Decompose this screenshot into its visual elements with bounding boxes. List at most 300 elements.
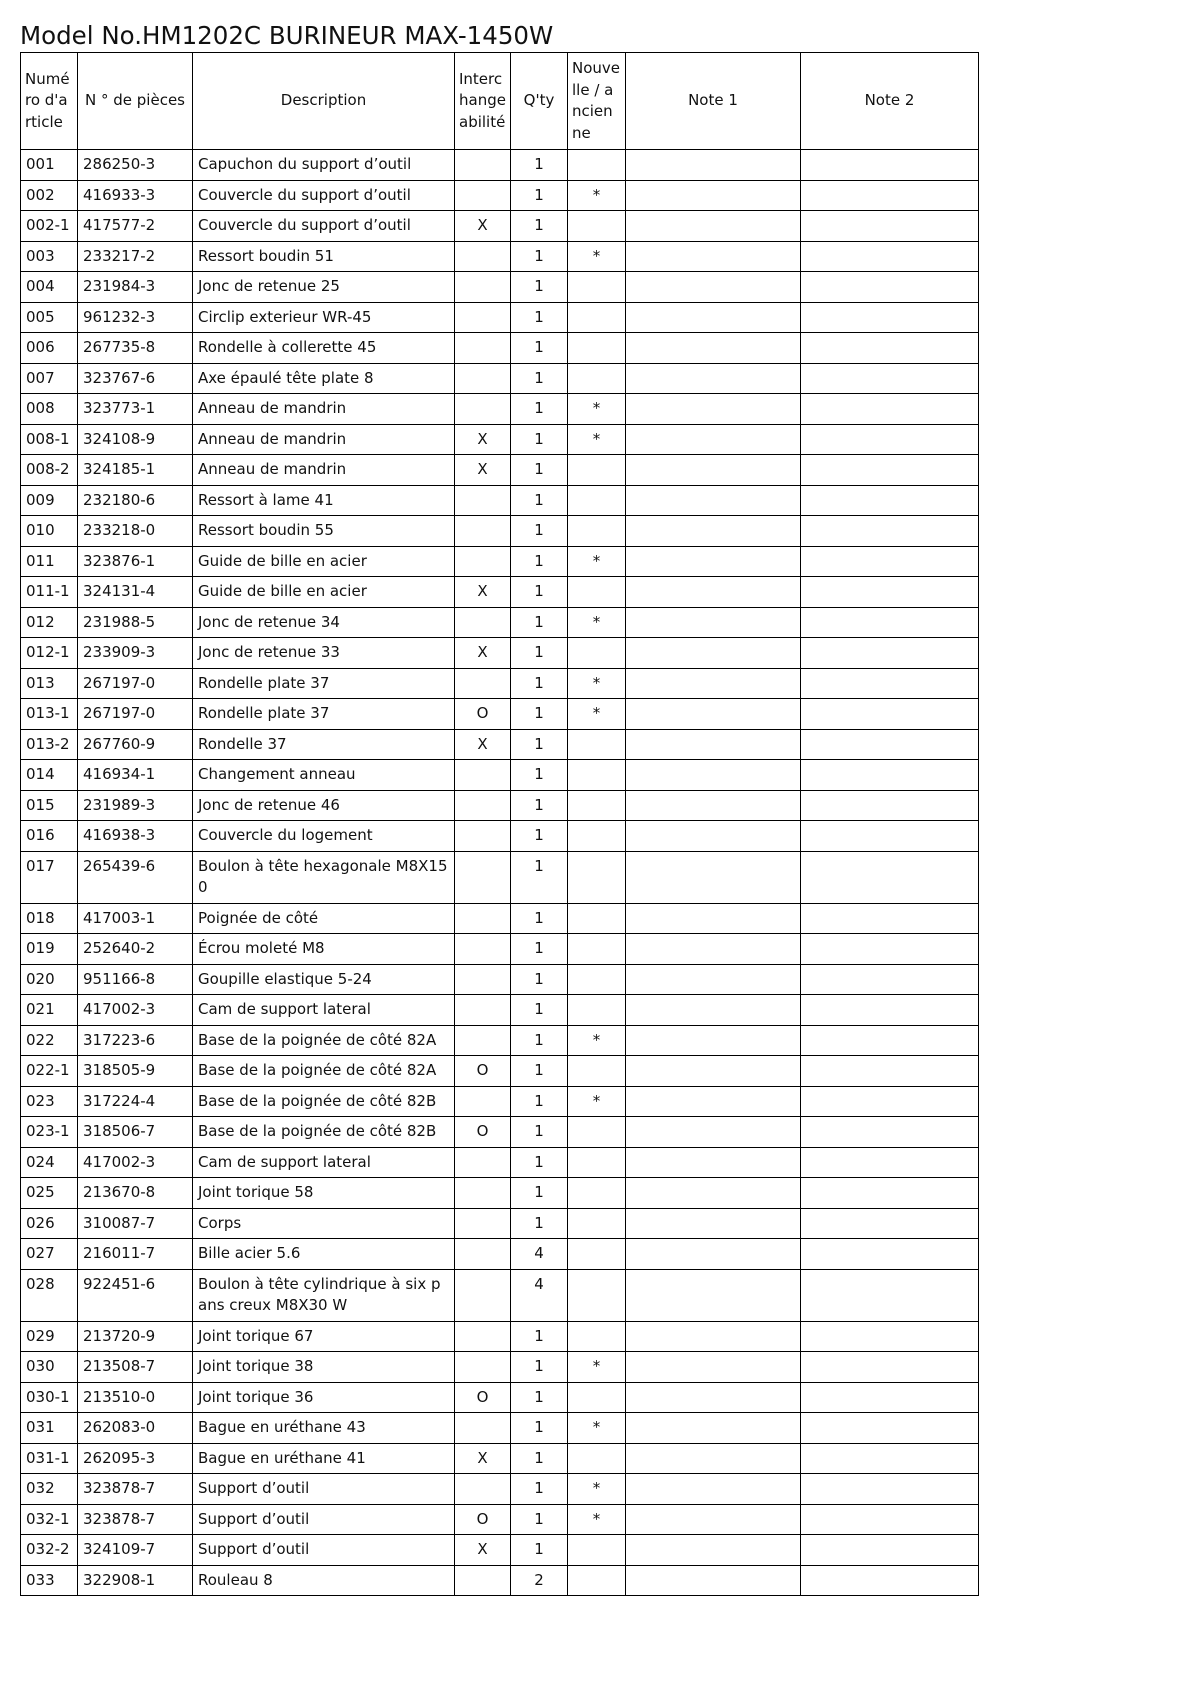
cell-quantity: 1 — [511, 272, 568, 303]
cell-new-old: * — [568, 180, 626, 211]
cell-description: Poignée de côté — [193, 903, 455, 934]
cell-quantity: 1 — [511, 333, 568, 364]
cell-quantity: 4 — [511, 1269, 568, 1321]
cell-new-old — [568, 485, 626, 516]
cell-new-old — [568, 1239, 626, 1270]
cell-note-1 — [626, 363, 801, 394]
cell-part-number: 213670-8 — [78, 1178, 193, 1209]
cell-interchangeability — [455, 1321, 511, 1352]
parts-table — [20, 52, 979, 1596]
cell-part-number: 216011-7 — [78, 1239, 193, 1270]
cell-interchangeability — [455, 1178, 511, 1209]
cell-interchangeability — [455, 851, 511, 903]
cell-interchangeability — [455, 1147, 511, 1178]
cell-interchangeability: X — [455, 211, 511, 242]
cell-note-1 — [626, 455, 801, 486]
cell-note-1 — [626, 668, 801, 699]
cell-note-1 — [626, 1117, 801, 1148]
cell-item-number: 033 — [21, 1565, 78, 1596]
cell-item-number: 031-1 — [21, 1443, 78, 1474]
cell-description: Cam de support lateral — [193, 1147, 455, 1178]
cell-note-2 — [801, 485, 979, 516]
cell-part-number: 416938-3 — [78, 821, 193, 852]
cell-description: Joint torique 67 — [193, 1321, 455, 1352]
cell-part-number: 310087-7 — [78, 1208, 193, 1239]
cell-interchangeability — [455, 934, 511, 965]
cell-note-2 — [801, 302, 979, 333]
cell-description: Couvercle du support d’outil — [193, 180, 455, 211]
table-row — [21, 333, 979, 364]
cell-description: Corps — [193, 1208, 455, 1239]
cell-new-old — [568, 821, 626, 852]
cell-new-old — [568, 333, 626, 364]
cell-note-1 — [626, 934, 801, 965]
cell-description: Jonc de retenue 34 — [193, 607, 455, 638]
col-header-interchange: Interchangeabilité — [455, 53, 511, 150]
cell-note-1 — [626, 964, 801, 995]
cell-interchangeability — [455, 607, 511, 638]
cell-note-1 — [626, 1025, 801, 1056]
cell-new-old — [568, 363, 626, 394]
cell-part-number: 213720-9 — [78, 1321, 193, 1352]
cell-note-2 — [801, 638, 979, 669]
cell-new-old — [568, 1565, 626, 1596]
table-row — [21, 424, 979, 455]
cell-interchangeability — [455, 180, 511, 211]
cell-description: Joint torique 58 — [193, 1178, 455, 1209]
cell-item-number: 023 — [21, 1086, 78, 1117]
cell-quantity: 1 — [511, 995, 568, 1026]
cell-interchangeability: X — [455, 1443, 511, 1474]
table-row — [21, 964, 979, 995]
cell-description: Anneau de mandrin — [193, 394, 455, 425]
table-row — [21, 1321, 979, 1352]
cell-description: Circlip exterieur WR-45 — [193, 302, 455, 333]
cell-description: Ressort boudin 51 — [193, 241, 455, 272]
cell-new-old: * — [568, 1413, 626, 1444]
cell-quantity: 1 — [511, 699, 568, 730]
cell-note-1 — [626, 485, 801, 516]
cell-part-number: 317224-4 — [78, 1086, 193, 1117]
cell-part-number: 267197-0 — [78, 699, 193, 730]
cell-new-old — [568, 638, 626, 669]
cell-note-2 — [801, 424, 979, 455]
cell-description: Base de la poignée de côté 82B — [193, 1117, 455, 1148]
cell-note-2 — [801, 333, 979, 364]
cell-item-number: 030 — [21, 1352, 78, 1383]
cell-note-1 — [626, 1474, 801, 1505]
cell-description: Rondelle plate 37 — [193, 668, 455, 699]
cell-quantity: 1 — [511, 729, 568, 760]
table-row — [21, 1239, 979, 1270]
cell-quantity: 1 — [511, 1117, 568, 1148]
cell-description: Joint torique 36 — [193, 1382, 455, 1413]
cell-new-old — [568, 211, 626, 242]
cell-interchangeability: X — [455, 455, 511, 486]
cell-interchangeability: O — [455, 699, 511, 730]
cell-item-number: 013-1 — [21, 699, 78, 730]
table-row — [21, 1565, 979, 1596]
table-row — [21, 1208, 979, 1239]
cell-part-number: 961232-3 — [78, 302, 193, 333]
cell-note-2 — [801, 995, 979, 1026]
cell-description: Goupille elastique 5-24 — [193, 964, 455, 995]
cell-interchangeability — [455, 516, 511, 547]
cell-note-2 — [801, 851, 979, 903]
cell-new-old — [568, 1117, 626, 1148]
cell-item-number: 011-1 — [21, 577, 78, 608]
col-header-part: N ° de pièces — [78, 53, 193, 150]
cell-item-number: 008 — [21, 394, 78, 425]
col-header-qty: Q'ty — [511, 53, 568, 150]
cell-part-number: 286250-3 — [78, 150, 193, 181]
cell-description: Couvercle du support d’outil — [193, 211, 455, 242]
cell-quantity: 1 — [511, 607, 568, 638]
cell-new-old — [568, 964, 626, 995]
cell-interchangeability — [455, 546, 511, 577]
cell-note-2 — [801, 1565, 979, 1596]
cell-description: Anneau de mandrin — [193, 424, 455, 455]
cell-description: Boulon à tête hexagonale M8X150 — [193, 851, 455, 903]
cell-new-old: * — [568, 607, 626, 638]
table-row — [21, 821, 979, 852]
cell-new-old — [568, 1269, 626, 1321]
cell-note-1 — [626, 1208, 801, 1239]
cell-new-old — [568, 934, 626, 965]
cell-note-2 — [801, 729, 979, 760]
cell-part-number: 324185-1 — [78, 455, 193, 486]
cell-quantity: 1 — [511, 1147, 568, 1178]
cell-interchangeability — [455, 150, 511, 181]
cell-item-number: 005 — [21, 302, 78, 333]
table-row — [21, 1382, 979, 1413]
cell-quantity: 1 — [511, 577, 568, 608]
cell-part-number: 323767-6 — [78, 363, 193, 394]
cell-item-number: 007 — [21, 363, 78, 394]
cell-description: Support d’outil — [193, 1504, 455, 1535]
cell-quantity: 1 — [511, 760, 568, 791]
cell-interchangeability — [455, 1086, 511, 1117]
cell-quantity: 1 — [511, 964, 568, 995]
cell-description: Jonc de retenue 33 — [193, 638, 455, 669]
cell-description: Axe épaulé tête plate 8 — [193, 363, 455, 394]
cell-quantity: 1 — [511, 180, 568, 211]
cell-new-old: * — [568, 1504, 626, 1535]
cell-new-old: * — [568, 1352, 626, 1383]
cell-description: Base de la poignée de côté 82B — [193, 1086, 455, 1117]
cell-new-old: * — [568, 394, 626, 425]
cell-new-old — [568, 790, 626, 821]
table-row — [21, 1269, 979, 1321]
cell-new-old — [568, 1443, 626, 1474]
cell-quantity: 1 — [511, 821, 568, 852]
table-row — [21, 546, 979, 577]
cell-note-2 — [801, 668, 979, 699]
cell-note-2 — [801, 363, 979, 394]
cell-interchangeability — [455, 1565, 511, 1596]
cell-note-2 — [801, 394, 979, 425]
cell-new-old — [568, 1321, 626, 1352]
table-row — [21, 180, 979, 211]
cell-note-2 — [801, 1413, 979, 1444]
cell-part-number: 922451-6 — [78, 1269, 193, 1321]
cell-note-2 — [801, 964, 979, 995]
cell-note-2 — [801, 1239, 979, 1270]
cell-note-2 — [801, 211, 979, 242]
cell-interchangeability — [455, 1239, 511, 1270]
cell-interchangeability: X — [455, 1535, 511, 1566]
cell-quantity: 1 — [511, 363, 568, 394]
cell-note-1 — [626, 1086, 801, 1117]
cell-item-number: 002-1 — [21, 211, 78, 242]
cell-part-number: 416933-3 — [78, 180, 193, 211]
cell-interchangeability — [455, 302, 511, 333]
table-row — [21, 485, 979, 516]
cell-note-2 — [801, 1056, 979, 1087]
cell-interchangeability: X — [455, 729, 511, 760]
cell-quantity: 1 — [511, 150, 568, 181]
cell-new-old — [568, 995, 626, 1026]
cell-interchangeability — [455, 363, 511, 394]
cell-quantity: 1 — [511, 1025, 568, 1056]
cell-item-number: 014 — [21, 760, 78, 791]
cell-part-number: 323876-1 — [78, 546, 193, 577]
cell-note-1 — [626, 272, 801, 303]
cell-note-1 — [626, 333, 801, 364]
cell-item-number: 009 — [21, 485, 78, 516]
cell-description: Ressort boudin 55 — [193, 516, 455, 547]
cell-note-2 — [801, 546, 979, 577]
cell-note-2 — [801, 934, 979, 965]
cell-description: Bague en uréthane 41 — [193, 1443, 455, 1474]
cell-item-number: 004 — [21, 272, 78, 303]
cell-note-1 — [626, 1382, 801, 1413]
cell-quantity: 1 — [511, 394, 568, 425]
cell-note-1 — [626, 1321, 801, 1352]
cell-part-number: 323878-7 — [78, 1474, 193, 1505]
table-row — [21, 150, 979, 181]
cell-part-number: 322908-1 — [78, 1565, 193, 1596]
cell-note-2 — [801, 180, 979, 211]
cell-note-1 — [626, 760, 801, 791]
cell-quantity: 1 — [511, 424, 568, 455]
table-row — [21, 995, 979, 1026]
cell-note-2 — [801, 455, 979, 486]
table-row — [21, 1535, 979, 1566]
cell-part-number: 317223-6 — [78, 1025, 193, 1056]
cell-interchangeability — [455, 903, 511, 934]
cell-item-number: 021 — [21, 995, 78, 1026]
cell-interchangeability — [455, 964, 511, 995]
cell-item-number: 011 — [21, 546, 78, 577]
cell-part-number: 318506-7 — [78, 1117, 193, 1148]
cell-part-number: 231989-3 — [78, 790, 193, 821]
cell-note-1 — [626, 424, 801, 455]
cell-item-number: 027 — [21, 1239, 78, 1270]
cell-part-number: 323878-7 — [78, 1504, 193, 1535]
cell-item-number: 016 — [21, 821, 78, 852]
cell-description: Guide de bille en acier — [193, 577, 455, 608]
cell-item-number: 012-1 — [21, 638, 78, 669]
cell-note-1 — [626, 903, 801, 934]
cell-new-old — [568, 760, 626, 791]
cell-note-2 — [801, 516, 979, 547]
cell-quantity: 1 — [511, 211, 568, 242]
cell-item-number: 022-1 — [21, 1056, 78, 1087]
cell-new-old — [568, 1056, 626, 1087]
cell-note-1 — [626, 577, 801, 608]
table-row — [21, 851, 979, 903]
cell-note-1 — [626, 995, 801, 1026]
cell-quantity: 1 — [511, 1443, 568, 1474]
cell-interchangeability: X — [455, 424, 511, 455]
col-header-note2: Note 2 — [801, 53, 979, 150]
cell-description: Rondelle plate 37 — [193, 699, 455, 730]
cell-part-number: 324131-4 — [78, 577, 193, 608]
cell-note-1 — [626, 1352, 801, 1383]
table-row — [21, 1413, 979, 1444]
cell-part-number: 231988-5 — [78, 607, 193, 638]
cell-note-1 — [626, 1443, 801, 1474]
cell-note-2 — [801, 790, 979, 821]
cell-note-2 — [801, 272, 979, 303]
cell-description: Support d’outil — [193, 1474, 455, 1505]
cell-description: Jonc de retenue 25 — [193, 272, 455, 303]
cell-quantity: 1 — [511, 1352, 568, 1383]
cell-note-2 — [801, 1504, 979, 1535]
cell-item-number: 022 — [21, 1025, 78, 1056]
cell-item-number: 026 — [21, 1208, 78, 1239]
cell-quantity: 1 — [511, 903, 568, 934]
cell-item-number: 024 — [21, 1147, 78, 1178]
cell-part-number: 267760-9 — [78, 729, 193, 760]
cell-item-number: 013 — [21, 668, 78, 699]
cell-new-old — [568, 851, 626, 903]
cell-quantity: 1 — [511, 638, 568, 669]
cell-item-number: 032-2 — [21, 1535, 78, 1566]
cell-note-1 — [626, 1565, 801, 1596]
cell-note-1 — [626, 1056, 801, 1087]
cell-item-number: 019 — [21, 934, 78, 965]
table-row — [21, 1086, 979, 1117]
cell-part-number: 231984-3 — [78, 272, 193, 303]
cell-interchangeability — [455, 1269, 511, 1321]
cell-note-1 — [626, 1239, 801, 1270]
cell-interchangeability — [455, 272, 511, 303]
cell-quantity: 1 — [511, 1504, 568, 1535]
cell-note-1 — [626, 638, 801, 669]
cell-quantity: 4 — [511, 1239, 568, 1270]
table-row — [21, 1352, 979, 1383]
table-body — [21, 150, 979, 1596]
cell-new-old — [568, 1535, 626, 1566]
cell-note-2 — [801, 1086, 979, 1117]
cell-interchangeability: X — [455, 638, 511, 669]
cell-quantity: 1 — [511, 455, 568, 486]
cell-part-number: 267735-8 — [78, 333, 193, 364]
cell-interchangeability — [455, 760, 511, 791]
cell-part-number: 265439-6 — [78, 851, 193, 903]
cell-new-old — [568, 1382, 626, 1413]
page-title: Model No.HM1202C BURINEUR MAX-1450W — [20, 21, 554, 50]
cell-description: Changement anneau — [193, 760, 455, 791]
cell-part-number: 262083-0 — [78, 1413, 193, 1444]
cell-interchangeability — [455, 333, 511, 364]
cell-quantity: 1 — [511, 516, 568, 547]
cell-item-number: 013-2 — [21, 729, 78, 760]
cell-note-2 — [801, 699, 979, 730]
cell-part-number: 262095-3 — [78, 1443, 193, 1474]
cell-interchangeability: X — [455, 577, 511, 608]
cell-note-1 — [626, 607, 801, 638]
cell-note-2 — [801, 903, 979, 934]
cell-description: Bille acier 5.6 — [193, 1239, 455, 1270]
cell-description: Rondelle à collerette 45 — [193, 333, 455, 364]
cell-description: Joint torique 38 — [193, 1352, 455, 1383]
cell-quantity: 1 — [511, 1321, 568, 1352]
table-row — [21, 934, 979, 965]
cell-quantity: 1 — [511, 790, 568, 821]
cell-description: Cam de support lateral — [193, 995, 455, 1026]
cell-item-number: 031 — [21, 1413, 78, 1444]
table-row — [21, 1147, 979, 1178]
table-row — [21, 516, 979, 547]
table-row — [21, 455, 979, 486]
table-row — [21, 302, 979, 333]
cell-note-2 — [801, 1178, 979, 1209]
cell-interchangeability — [455, 821, 511, 852]
table-row — [21, 1474, 979, 1505]
cell-interchangeability: O — [455, 1117, 511, 1148]
cell-interchangeability: O — [455, 1382, 511, 1413]
cell-item-number: 028 — [21, 1269, 78, 1321]
table-row — [21, 668, 979, 699]
cell-description: Bague en uréthane 43 — [193, 1413, 455, 1444]
cell-note-2 — [801, 1352, 979, 1383]
cell-note-2 — [801, 1117, 979, 1148]
cell-new-old — [568, 729, 626, 760]
cell-quantity: 1 — [511, 934, 568, 965]
col-header-num: Numéro d'article — [21, 53, 78, 150]
cell-new-old: * — [568, 668, 626, 699]
table-row — [21, 903, 979, 934]
cell-note-2 — [801, 150, 979, 181]
cell-item-number: 018 — [21, 903, 78, 934]
cell-part-number: 951166-8 — [78, 964, 193, 995]
cell-item-number: 015 — [21, 790, 78, 821]
cell-quantity: 1 — [511, 302, 568, 333]
cell-note-2 — [801, 241, 979, 272]
cell-new-old — [568, 1208, 626, 1239]
cell-description: Jonc de retenue 46 — [193, 790, 455, 821]
cell-note-2 — [801, 1321, 979, 1352]
cell-item-number: 023-1 — [21, 1117, 78, 1148]
cell-note-2 — [801, 821, 979, 852]
cell-description: Anneau de mandrin — [193, 455, 455, 486]
cell-description: Rondelle 37 — [193, 729, 455, 760]
cell-new-old — [568, 903, 626, 934]
cell-item-number: 012 — [21, 607, 78, 638]
cell-quantity: 1 — [511, 485, 568, 516]
cell-new-old: * — [568, 1086, 626, 1117]
table-row — [21, 211, 979, 242]
cell-quantity: 1 — [511, 1056, 568, 1087]
cell-interchangeability — [455, 394, 511, 425]
cell-note-1 — [626, 790, 801, 821]
cell-new-old — [568, 577, 626, 608]
cell-quantity: 1 — [511, 1208, 568, 1239]
cell-quantity: 1 — [511, 1413, 568, 1444]
